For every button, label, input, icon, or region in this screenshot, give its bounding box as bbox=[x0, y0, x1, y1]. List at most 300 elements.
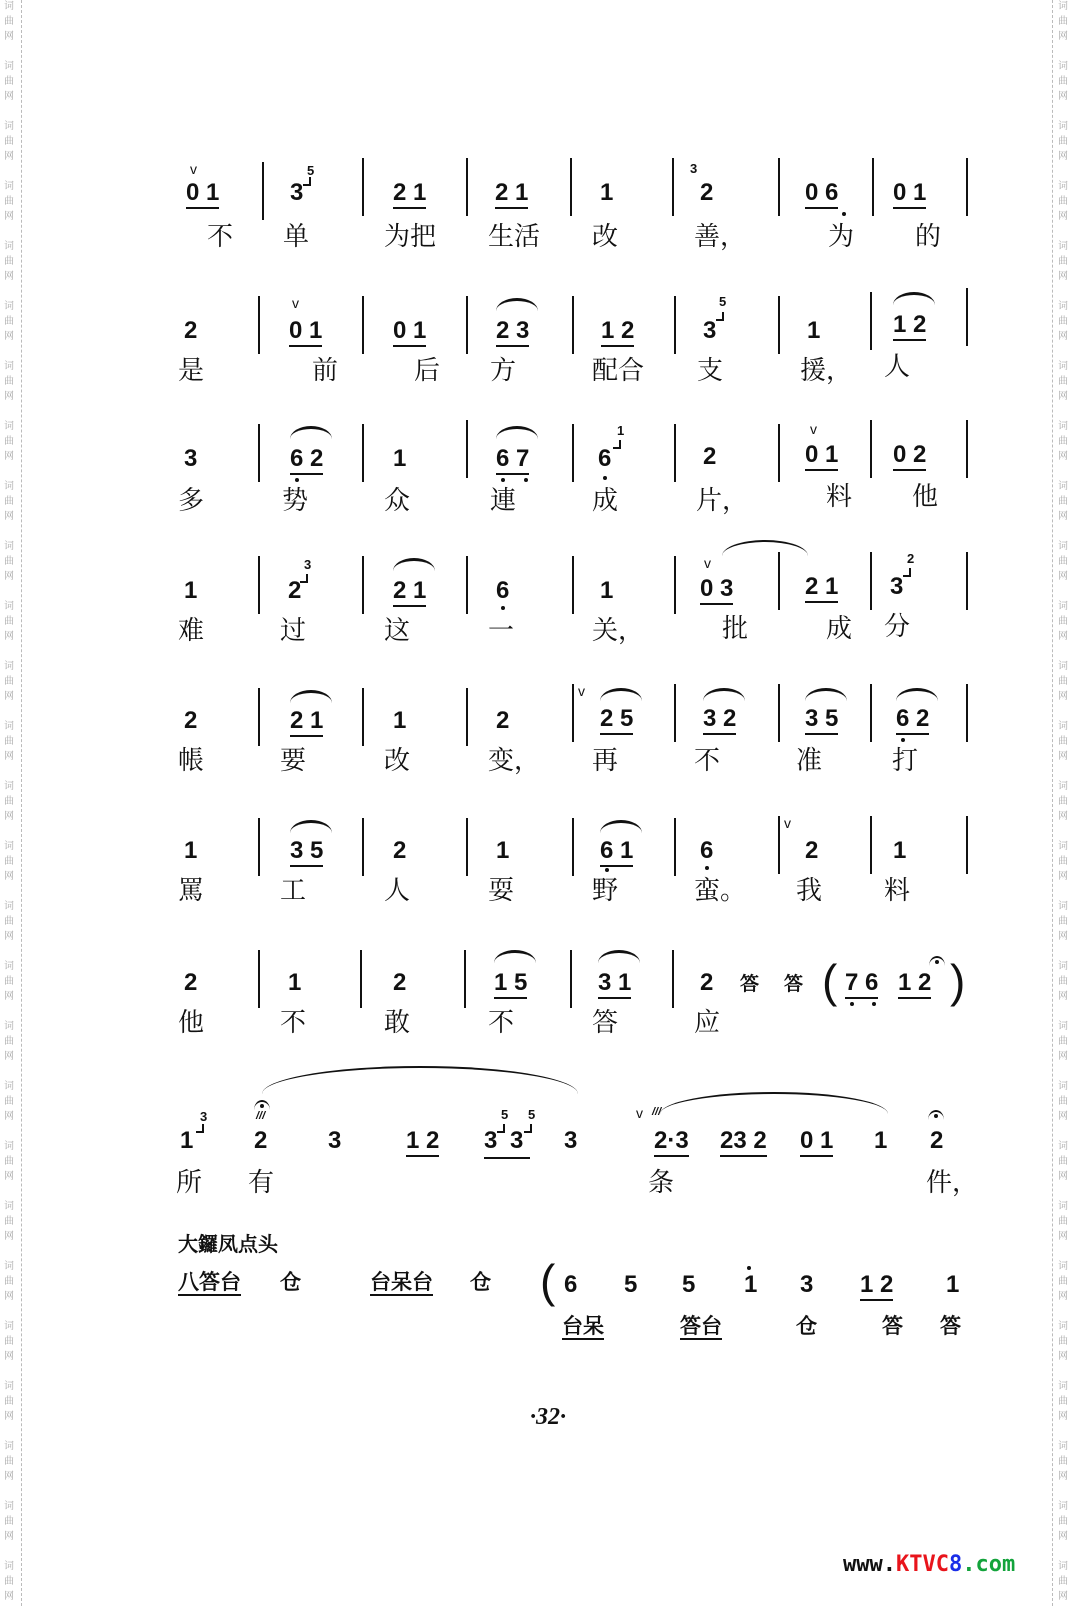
lyric: 批 bbox=[722, 614, 749, 644]
note-group: 3 5 bbox=[290, 838, 323, 867]
watermark-char: 网 bbox=[4, 1471, 14, 1482]
percussion-syllable: 答 bbox=[740, 973, 760, 995]
note: 3 bbox=[800, 1271, 814, 1298]
watermark-char: 曲 bbox=[1058, 76, 1068, 87]
watermark-char: 词 bbox=[4, 841, 14, 852]
watermark-char: 曲 bbox=[1058, 1336, 1068, 1347]
grace-hook bbox=[716, 312, 724, 321]
note: 1 bbox=[184, 837, 198, 864]
lyric: 变， bbox=[488, 746, 541, 776]
tremolo-mark: /// bbox=[256, 1110, 266, 1122]
grace-hook bbox=[303, 177, 311, 186]
note: 2 bbox=[184, 707, 198, 734]
note: 6 bbox=[564, 1271, 578, 1298]
watermark-char: 网 bbox=[1058, 511, 1068, 522]
watermark-char: 网 bbox=[1058, 751, 1068, 762]
lyric: 他 bbox=[912, 482, 939, 512]
watermark-char: 曲 bbox=[1058, 856, 1068, 867]
watermark-char: 词 bbox=[1058, 1, 1068, 12]
slur bbox=[703, 688, 745, 701]
watermark-char: 网 bbox=[4, 31, 14, 42]
watermark-char: 网 bbox=[4, 391, 14, 402]
watermark-char: 词 bbox=[1058, 1141, 1068, 1152]
watermark-char: 词 bbox=[4, 1441, 14, 1452]
watermark-char: 词 bbox=[1058, 1561, 1068, 1572]
note: 2 bbox=[700, 969, 714, 996]
watermark-char: 曲 bbox=[1058, 1576, 1068, 1587]
watermark-char: 网 bbox=[1058, 1171, 1068, 1182]
barline bbox=[572, 556, 574, 614]
watermark-char: 词 bbox=[1058, 181, 1068, 192]
watermark-char: 曲 bbox=[1058, 136, 1068, 147]
note-group: 2 1 bbox=[393, 578, 426, 607]
lyric: 不 bbox=[280, 1008, 307, 1038]
note-group: 2·3 bbox=[654, 1128, 689, 1157]
watermark-char: 词 bbox=[1058, 1201, 1068, 1212]
grace-hook bbox=[300, 574, 308, 583]
watermark-char: 网 bbox=[4, 751, 14, 762]
watermark-char: 曲 bbox=[1058, 1396, 1068, 1407]
watermark-char: 网 bbox=[1058, 631, 1068, 642]
barline bbox=[362, 158, 364, 216]
lyric: 后 bbox=[414, 356, 441, 386]
watermark-char: 词 bbox=[4, 241, 14, 252]
lyric: 单 bbox=[283, 222, 310, 252]
watermark-char: 曲 bbox=[1058, 1216, 1068, 1227]
phrase-slur bbox=[262, 1066, 578, 1094]
note-group: 6 1 bbox=[600, 838, 633, 867]
percussion-group: 仓 bbox=[470, 1270, 491, 1294]
lyric: 分 bbox=[884, 612, 911, 642]
watermark-char: 曲 bbox=[4, 1456, 14, 1467]
barline bbox=[362, 424, 364, 482]
low-octave-dot bbox=[872, 1002, 876, 1006]
high-octave-dot bbox=[747, 1266, 751, 1270]
lyric: 人 bbox=[884, 352, 911, 382]
note: 2 bbox=[703, 443, 717, 470]
watermark-char: 词 bbox=[4, 961, 14, 972]
watermark-char: 网 bbox=[4, 811, 14, 822]
note-group: 0 1 bbox=[893, 180, 926, 209]
site-logo-brand: KTVC bbox=[895, 1552, 949, 1577]
watermark-char: 网 bbox=[1058, 1051, 1068, 1062]
watermark-char: 词 bbox=[4, 1561, 14, 1572]
barline bbox=[570, 158, 572, 216]
barline bbox=[966, 684, 968, 742]
low-octave-dot bbox=[603, 476, 607, 480]
barline bbox=[262, 162, 264, 220]
watermark-char: 曲 bbox=[1058, 556, 1068, 567]
note-group: 0 1 bbox=[805, 442, 838, 471]
note-group: 1 2 bbox=[893, 312, 926, 341]
lyric: 片， bbox=[696, 486, 749, 516]
lyric: 生活 bbox=[488, 222, 541, 252]
barline bbox=[778, 816, 780, 874]
watermark-char: 词 bbox=[4, 421, 14, 432]
watermark-char: 曲 bbox=[4, 496, 14, 507]
lyric: 人 bbox=[384, 876, 411, 906]
watermark-char: 曲 bbox=[1058, 916, 1068, 927]
breath-mark: v bbox=[636, 1105, 643, 1121]
barline bbox=[466, 556, 468, 614]
site-logo-brand-digit: 8 bbox=[948, 1552, 963, 1577]
watermark-char: 词 bbox=[4, 1141, 14, 1152]
watermark-char: 曲 bbox=[4, 16, 14, 27]
watermark-char: 词 bbox=[4, 1081, 14, 1092]
barline bbox=[672, 950, 674, 1008]
watermark-char: 网 bbox=[1058, 1471, 1068, 1482]
note-group: 0 6 bbox=[805, 180, 838, 209]
watermark-char: 曲 bbox=[4, 1276, 14, 1287]
watermark-char: 词 bbox=[1058, 301, 1068, 312]
note-group: 3 2 bbox=[703, 706, 736, 735]
watermark-char: 曲 bbox=[4, 1096, 14, 1107]
watermark-char: 词 bbox=[4, 61, 14, 72]
barline bbox=[778, 158, 780, 216]
watermark-char: 词 bbox=[1058, 841, 1068, 852]
slur bbox=[290, 690, 332, 703]
watermark-char: 网 bbox=[4, 331, 14, 342]
watermark-char: 词 bbox=[1058, 541, 1068, 552]
watermark-char: 曲 bbox=[4, 136, 14, 147]
note: 3 bbox=[484, 1127, 498, 1154]
grace-hook bbox=[497, 1124, 505, 1133]
note: 1 bbox=[288, 969, 302, 996]
site-logo[interactable] bbox=[843, 1552, 1015, 1577]
watermark-char: 曲 bbox=[4, 376, 14, 387]
low-octave-dot bbox=[605, 868, 609, 872]
watermark-char: 网 bbox=[4, 1591, 14, 1602]
grace-note: 2 bbox=[907, 551, 915, 566]
note-group: 7 6 bbox=[845, 970, 878, 999]
barline bbox=[362, 688, 364, 746]
note-group: 0 3 bbox=[700, 576, 733, 605]
watermark-char: 网 bbox=[4, 1111, 14, 1122]
watermark-char: 网 bbox=[1058, 1411, 1068, 1422]
slur bbox=[600, 820, 642, 833]
watermark-char: 词 bbox=[1058, 1501, 1068, 1512]
watermark-char: 网 bbox=[4, 511, 14, 522]
barline bbox=[966, 158, 968, 216]
grace-hook bbox=[613, 440, 621, 449]
lyric: 成 bbox=[826, 614, 853, 644]
note: 2 bbox=[805, 837, 819, 864]
watermark-char: 词 bbox=[1058, 1261, 1068, 1272]
percussion-syllable: 仓 bbox=[796, 1314, 817, 1338]
watermark-char: 词 bbox=[1058, 1441, 1068, 1452]
note-group: 3 5 bbox=[805, 706, 838, 735]
watermark-char: 曲 bbox=[1058, 376, 1068, 387]
watermark-char: 网 bbox=[1058, 31, 1068, 42]
watermark-char: 曲 bbox=[4, 556, 14, 567]
slur bbox=[290, 820, 332, 833]
lyric: 多 bbox=[178, 486, 205, 516]
watermark-char: 网 bbox=[4, 1051, 14, 1062]
watermark-char: 词 bbox=[1058, 1381, 1068, 1392]
note: 3 bbox=[564, 1127, 578, 1154]
slur bbox=[896, 688, 938, 701]
slur bbox=[393, 558, 435, 571]
grace-note: 5 bbox=[501, 1107, 509, 1122]
lyric: 应 bbox=[694, 1008, 721, 1038]
breath-mark: v bbox=[292, 295, 299, 311]
barline bbox=[572, 684, 574, 742]
lyric: 为把 bbox=[384, 222, 437, 252]
breath-mark: v bbox=[810, 421, 817, 437]
watermark-char: 词 bbox=[1058, 1081, 1068, 1092]
slur bbox=[496, 298, 538, 311]
watermark-char: 曲 bbox=[1058, 1096, 1068, 1107]
watermark-char: 网 bbox=[4, 211, 14, 222]
watermark-char: 曲 bbox=[1058, 196, 1068, 207]
lyric: 众 bbox=[384, 486, 411, 516]
lyric: 連 bbox=[490, 486, 517, 516]
low-octave-dot bbox=[524, 478, 528, 482]
note: 1 bbox=[184, 577, 198, 604]
watermark-char: 网 bbox=[1058, 1591, 1068, 1602]
watermark-char: 网 bbox=[1058, 1531, 1068, 1542]
note-group: 6 2 bbox=[896, 706, 929, 735]
note: 1 bbox=[180, 1127, 194, 1154]
lyric: 条 bbox=[648, 1168, 675, 1198]
watermark-char: 网 bbox=[4, 91, 14, 102]
lyric: 有 bbox=[248, 1168, 275, 1198]
barline bbox=[870, 420, 872, 478]
tie-across-bar bbox=[722, 540, 808, 556]
barline bbox=[362, 556, 364, 614]
watermark-char: 词 bbox=[4, 301, 14, 312]
barline bbox=[466, 158, 468, 216]
lyric: 耍 bbox=[488, 876, 515, 906]
watermark-char: 词 bbox=[4, 781, 14, 792]
barline bbox=[966, 552, 968, 610]
watermark-char: 网 bbox=[1058, 991, 1068, 1002]
watermark-char: 网 bbox=[4, 631, 14, 642]
watermark-char: 曲 bbox=[1058, 736, 1068, 747]
barline bbox=[466, 688, 468, 746]
low-octave-dot bbox=[842, 212, 846, 216]
watermark-char: 网 bbox=[1058, 1231, 1068, 1242]
watermark-char: 网 bbox=[1058, 1291, 1068, 1302]
watermark-char: 曲 bbox=[4, 1396, 14, 1407]
note: 1 bbox=[496, 837, 510, 864]
watermark-char: 词 bbox=[1058, 361, 1068, 372]
breath-mark: v bbox=[704, 555, 711, 571]
barline bbox=[258, 950, 260, 1008]
barline bbox=[870, 292, 872, 350]
watermark-char: 词 bbox=[4, 1, 14, 12]
lyric: 是 bbox=[178, 356, 205, 386]
lyric: 方 bbox=[490, 356, 517, 386]
percussion-syllable: 答 bbox=[882, 1314, 903, 1338]
lyric: 罵 bbox=[178, 876, 205, 906]
note: 1 bbox=[600, 577, 614, 604]
watermark-char: 网 bbox=[4, 451, 14, 462]
note: 1 bbox=[893, 837, 907, 864]
note: 1 bbox=[874, 1127, 888, 1154]
open-parenthesis: ( bbox=[540, 1255, 556, 1307]
lyric: 关， bbox=[592, 616, 645, 646]
note: 2 bbox=[184, 969, 198, 996]
watermark-char: 曲 bbox=[4, 616, 14, 627]
watermark-char: 词 bbox=[4, 1261, 14, 1272]
barline bbox=[258, 818, 260, 876]
watermark-char: 曲 bbox=[1058, 1036, 1068, 1047]
watermark-char: 网 bbox=[1058, 391, 1068, 402]
watermark-char: 曲 bbox=[4, 736, 14, 747]
lyric: 不 bbox=[207, 222, 234, 252]
watermark-char: 网 bbox=[4, 991, 14, 1002]
percussion-group: 八答台 bbox=[178, 1270, 241, 1294]
grace-note: 3 bbox=[200, 1109, 208, 1124]
watermark-char: 词 bbox=[4, 361, 14, 372]
watermark-char: 曲 bbox=[4, 1336, 14, 1347]
note: 3 bbox=[290, 179, 304, 206]
watermark-char: 网 bbox=[4, 1171, 14, 1182]
watermark-char: 曲 bbox=[4, 196, 14, 207]
percussion-group: 答台 bbox=[680, 1314, 722, 1338]
note-group: 3 1 bbox=[598, 970, 631, 999]
barline bbox=[778, 424, 780, 482]
note: 1 bbox=[946, 1271, 960, 1298]
watermark-char: 词 bbox=[1058, 1321, 1068, 1332]
barline bbox=[674, 424, 676, 482]
barline bbox=[464, 950, 466, 1008]
watermark-char: 词 bbox=[1058, 601, 1068, 612]
watermark-char: 网 bbox=[1058, 451, 1068, 462]
note-group: 2 1 bbox=[290, 708, 323, 737]
watermark-char: 网 bbox=[1058, 271, 1068, 282]
note-group: 0 1 bbox=[800, 1128, 833, 1157]
breath-mark: v bbox=[784, 815, 791, 831]
watermark-char: 网 bbox=[1058, 871, 1068, 882]
lyric: 料 bbox=[884, 876, 911, 906]
watermark-char: 网 bbox=[4, 871, 14, 882]
note: 2 bbox=[393, 969, 407, 996]
breath-mark: v bbox=[190, 161, 197, 177]
watermark-char: 词 bbox=[1058, 121, 1068, 132]
low-octave-dot bbox=[850, 1002, 854, 1006]
watermark-char: 词 bbox=[1058, 61, 1068, 72]
watermark-char: 网 bbox=[4, 1531, 14, 1542]
note-group: 1 2 bbox=[601, 318, 634, 347]
note-group: 6 7 bbox=[496, 446, 529, 475]
fermata bbox=[254, 1100, 270, 1110]
watermark-char: 曲 bbox=[4, 976, 14, 987]
lyric: 不 bbox=[488, 1008, 515, 1038]
note: 5 bbox=[682, 1271, 696, 1298]
lyric: 一 bbox=[488, 616, 515, 646]
barline bbox=[572, 424, 574, 482]
barline bbox=[466, 420, 468, 478]
barline bbox=[674, 684, 676, 742]
slur bbox=[496, 426, 538, 439]
barline bbox=[360, 950, 362, 1008]
grace-hook bbox=[903, 568, 911, 577]
note: 3 bbox=[184, 445, 198, 472]
grace-note: 5 bbox=[528, 1107, 536, 1122]
watermark-char: 网 bbox=[4, 931, 14, 942]
barline bbox=[966, 288, 968, 346]
lyric: 敢 bbox=[384, 1008, 411, 1038]
lyric: 再 bbox=[592, 746, 619, 776]
watermark-char: 词 bbox=[4, 1201, 14, 1212]
watermark-char: 曲 bbox=[4, 316, 14, 327]
watermark-char: 网 bbox=[4, 271, 14, 282]
barline bbox=[966, 816, 968, 874]
watermark-char: 词 bbox=[4, 721, 14, 732]
barline bbox=[674, 818, 676, 876]
close-parenthesis: ) bbox=[950, 955, 966, 1007]
breath-mark: v bbox=[578, 683, 585, 699]
watermark-char: 词 bbox=[1058, 901, 1068, 912]
watermark-char: 网 bbox=[1058, 331, 1068, 342]
note-group: 2 5 bbox=[600, 706, 633, 735]
watermark-char: 网 bbox=[1058, 1351, 1068, 1362]
site-logo-suffix: .com bbox=[962, 1552, 1016, 1577]
barline bbox=[872, 158, 874, 216]
percussion-group: 台呆台 bbox=[370, 1270, 433, 1294]
lyric: 势 bbox=[282, 486, 309, 516]
watermark-char: 曲 bbox=[1058, 256, 1068, 267]
note: 2 bbox=[496, 707, 510, 734]
watermark-char: 词 bbox=[4, 181, 14, 192]
slur bbox=[805, 688, 847, 701]
watermark-char: 曲 bbox=[1058, 1516, 1068, 1527]
grace-note: 3 bbox=[304, 557, 312, 572]
lyric: 善， bbox=[694, 222, 747, 252]
percussion-group: 仓 bbox=[280, 1270, 301, 1294]
barline bbox=[674, 556, 676, 614]
barline bbox=[570, 950, 572, 1008]
watermark-char: 曲 bbox=[1058, 1276, 1068, 1287]
note: 1 bbox=[393, 445, 407, 472]
watermark-char: 曲 bbox=[1058, 1456, 1068, 1467]
grace-note: 5 bbox=[307, 163, 315, 178]
lyric: 我 bbox=[796, 876, 823, 906]
watermark-char: 词 bbox=[1058, 241, 1068, 252]
percussion-group: 台呆 bbox=[562, 1314, 604, 1338]
watermark-char: 网 bbox=[4, 1231, 14, 1242]
note: 3 bbox=[703, 317, 717, 344]
watermark-char: 词 bbox=[4, 661, 14, 672]
lyric: 成 bbox=[592, 486, 619, 516]
watermark-char: 曲 bbox=[4, 676, 14, 687]
lyric: 答 bbox=[592, 1008, 619, 1038]
lyric: 配合 bbox=[592, 356, 645, 386]
percussion-syllable: 答 bbox=[940, 1314, 961, 1338]
note-group: 1 2 bbox=[860, 1272, 893, 1301]
note: 1 bbox=[807, 317, 821, 344]
low-octave-dot bbox=[295, 478, 299, 482]
note: 1 bbox=[393, 707, 407, 734]
lyric: 准 bbox=[796, 746, 823, 776]
note: 3 bbox=[510, 1127, 524, 1154]
right-dashed-margin-line bbox=[1052, 0, 1053, 1606]
note-group: 2 1 bbox=[393, 180, 426, 209]
watermark-char: 网 bbox=[1058, 811, 1068, 822]
barline bbox=[674, 296, 676, 354]
note-group: 2 1 bbox=[495, 180, 528, 209]
watermark-char: 词 bbox=[4, 1501, 14, 1512]
watermark-char: 词 bbox=[1058, 661, 1068, 672]
section-title: 大鑼凤点头 bbox=[178, 1232, 278, 1256]
underline bbox=[484, 1157, 530, 1159]
low-octave-dot bbox=[705, 866, 709, 870]
watermark-char: 曲 bbox=[4, 1036, 14, 1047]
watermark-char: 曲 bbox=[1058, 1156, 1068, 1167]
lyric: 的 bbox=[915, 222, 942, 252]
